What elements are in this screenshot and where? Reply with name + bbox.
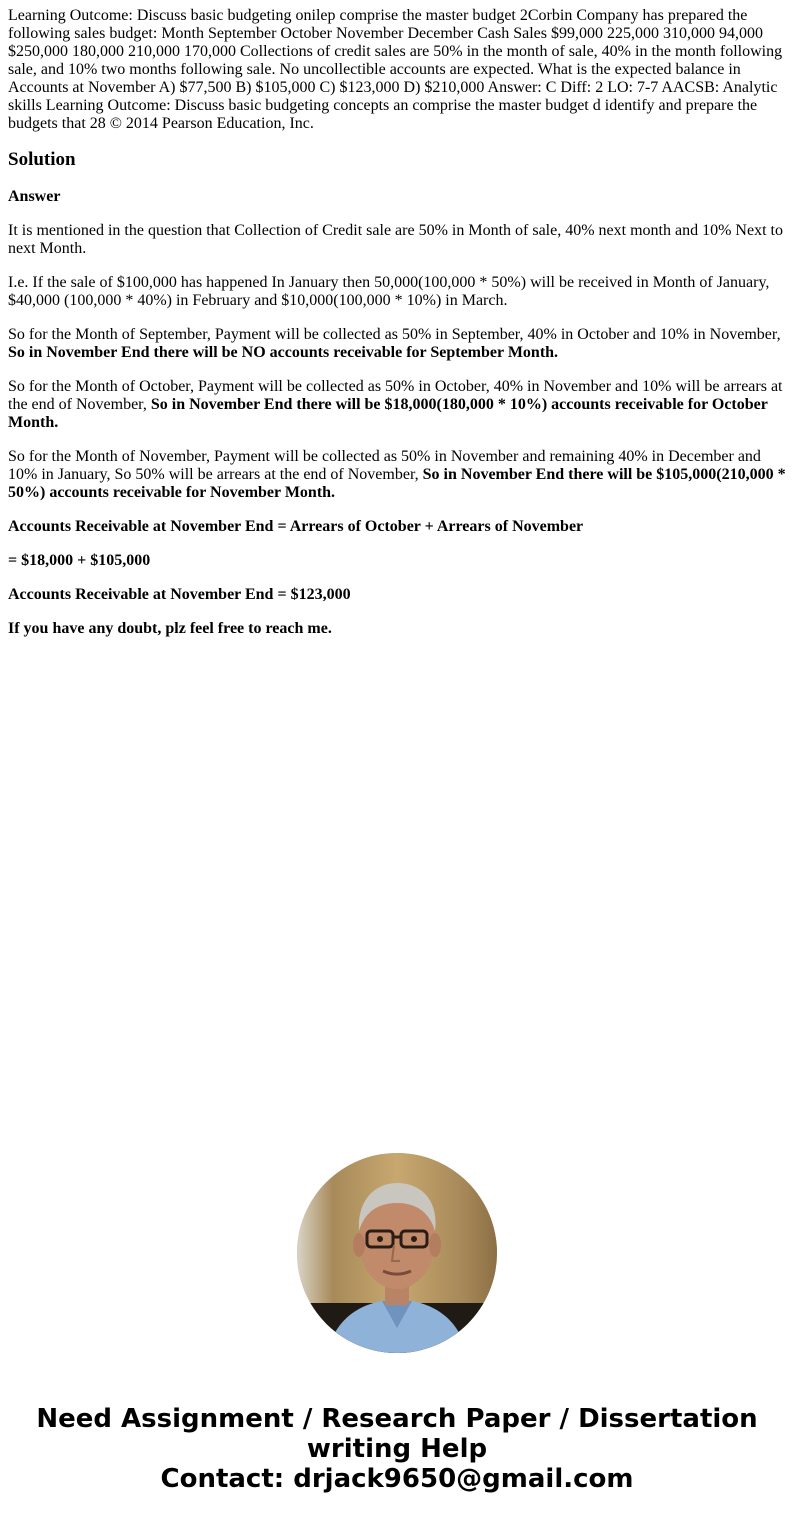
october-text: So for the Month of October, Payment will be collected as 50% in October, 40% in November and 10% will be arrears at the end of November,	[8, 378, 783, 413]
september-conclusion: So in November End there will be NO accounts receivable for September Month.	[8, 344, 559, 361]
calculation-text: = $18,000 + $105,000	[8, 552, 151, 569]
banner-line-2: writing Help	[306, 1434, 488, 1464]
explanation-paragraph-1: It is mentioned in the question that Collection of Credit sale are 50% in Month of sale, 40% next month and 10% Next to next Month.	[8, 222, 783, 257]
assignment-help-banner	[0, 1404, 794, 1494]
solution-document	[8, 7, 788, 654]
result-line	[8, 586, 788, 604]
september-paragraph	[8, 326, 788, 362]
banner-line-1: Need Assignment / Research Paper / Dissertation	[36, 1404, 758, 1434]
tutor-portrait-icon	[297, 1153, 497, 1353]
october-paragraph	[8, 378, 788, 432]
october-conclusion: So in November End there will be $18,000(180,000 * 10%) accounts receivable for October Month.	[8, 396, 768, 431]
solution-heading: Solution	[8, 149, 76, 170]
answer-label-text: Answer	[8, 188, 61, 205]
formula-text: Accounts Receivable at November End = Arrears of October + Arrears of November	[8, 518, 584, 535]
formula-line	[8, 518, 788, 536]
closing-line	[8, 620, 788, 638]
november-text: So for the Month of November, Payment will be collected as 50% in November and remaining 40% in December and 10% in January, So 50% will be arrears at the end of November,	[8, 448, 761, 483]
question-text: Learning Outcome: Discuss basic budgeting onilep comprise the master budget 2Corbin Company has prepared the following sales budget: Month September October November December Cash Sales $99,000 225,000 310,000 94,000 $250,000 180,000 210,000 170,000 Collections of credit sales are 50% in the month of sale, 40% in the month following sale, and 10% two months following sale. No uncollectible accounts are expected. What is the expected balance in Accounts at November A) $77,500 B) $105,000 C) $123,000 D) $210,000 Answer: C Diff: 2 LO: 7-7 AACSB: Analytic skills Learning Outcome: Discuss basic budgeting concepts an comprise the master budget d identify and prepare the budgets that 28 © 2014 Pearson Education, Inc.	[8, 7, 783, 132]
september-text: So for the Month of September, Payment will be collected as 50% in September, 40% in October and 10% in November,	[8, 326, 781, 343]
contact-email: Contact: drjack9650@gmail.com	[160, 1464, 634, 1494]
answer-label	[8, 188, 788, 206]
closing-text: If you have any doubt, plz feel free to reach me.	[8, 620, 332, 637]
explanation-paragraph-2: I.e. If the sale of $100,000 has happened In January then 50,000(100,000 * 50%) will be received in Month of January, $40,000 (100,000 * 40%) in February and $10,000(100,000 * 10%) in March.	[8, 274, 770, 309]
november-paragraph	[8, 448, 788, 502]
result-text: Accounts Receivable at November End = $123,000	[8, 586, 351, 603]
november-conclusion: So in November End there will be $105,000(210,000 * 50%) accounts receivable for November Month.	[8, 466, 786, 501]
tutor-avatar	[297, 1153, 497, 1353]
calculation-line	[8, 552, 788, 570]
